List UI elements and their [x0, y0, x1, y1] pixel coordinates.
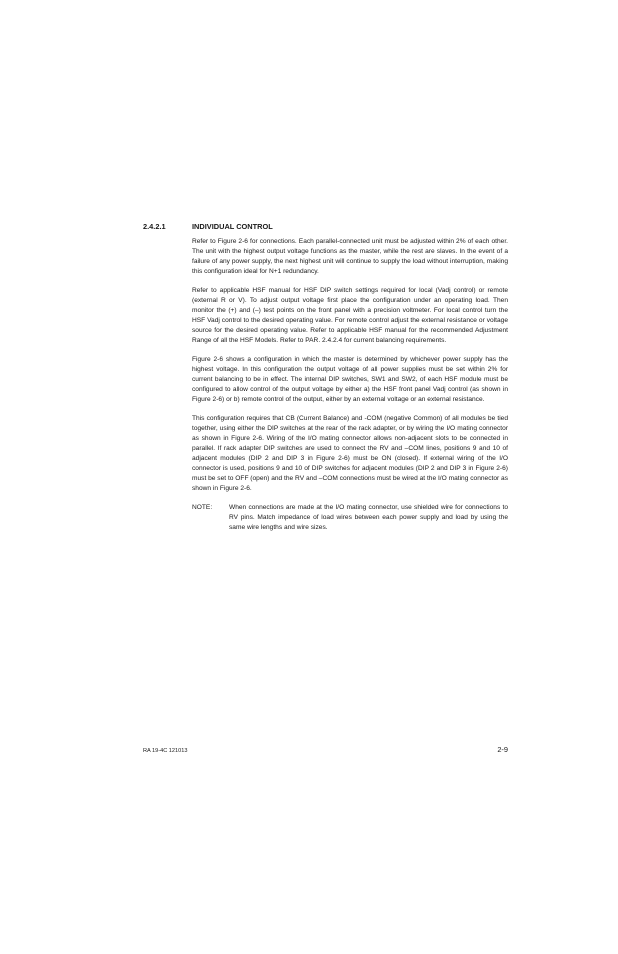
footer-page-number: 2-9	[497, 745, 508, 754]
note-block	[192, 503, 508, 533]
note-label: NOTE:	[192, 504, 213, 511]
section-title: INDIVIDUAL CONTROL	[192, 222, 273, 231]
footer-doc-id: RA 19-4C 121013	[143, 748, 188, 754]
paragraph-4: This configuration requires that CB (Current Balance) and -COM (negative Common) of all modules be tied together, using either the DIP switches at the rear of the rack adapter, or by wiring the I/O mating connector as shown in Figure 2-6. Wiring of the I/O mating connector allows non-adjacent slots to be connected in parallel. If rack adapter DIP switches are used to connect the RV and –COM lines, positions 9 and 10 of adjacent modules (DIP 2 and DIP 3 in Figure 2-6) must be ON (closed). If external wiring of the I/O connector is used, positions 9 and 10 of DIP switches for adjacent modules (DIP 2 and DIP 3 in Figure 2-6) must be set to OFF (open) and the RV and –COM connections must be wired at the I/O mating connector as shown in Figure 2-6.	[192, 415, 508, 492]
note-text: When connections are made at the I/O mating connector, use shielded wire for connections to RV pins. Match impedance of load wires between each power supply and load by using the same wire lengths and wire sizes.	[229, 504, 508, 531]
paragraph-1: Refer to Figure 2-6 for connections. Each parallel-connected unit must be adjusted within 2% of each other. The unit with the highest output voltage functions as the master, while the rest are slaves. In the event of a failure of any power supply, the next highest unit will continue to supply the load without interruption, making this configuration ideal for N+1 redundancy.	[192, 238, 508, 275]
body-text	[192, 237, 508, 533]
paragraph-2: Refer to applicable HSF manual for HSF DIP switch settings required for local (Vadj control) or remote (external R or V). To adjust output voltage first place the configuration under an operating load. Then monitor the (+) and (–) test points on the front panel with a precision voltmeter. For local control turn the HSF Vadj control to the desired operating value. For remote control adjust the external resistance or voltage source for the desired operating value. Refer to applicable HSF manual for the recommended Adjustment Range of all the HSF Models. Refer to PAR. 2.4.2.4 for current balancing requirements.	[192, 287, 508, 344]
paragraph-3: Figure 2-6 shows a configuration in which the master is determined by whichever power supply has the highest voltage. In this configuration the output voltage of all power supplies must be set within 2% for current balancing to be in effect. The internal DIP switches, SW1 and SW2, of each HSF module must be configured to allow control of the output voltage by either a) the HSF front panel Vadj control (as shown in Figure 2-6) or b) remote control of the output, either by an external voltage or an external resistance.	[192, 356, 508, 403]
section-heading	[143, 222, 273, 232]
section-number: 2.4.2.1	[143, 222, 166, 231]
